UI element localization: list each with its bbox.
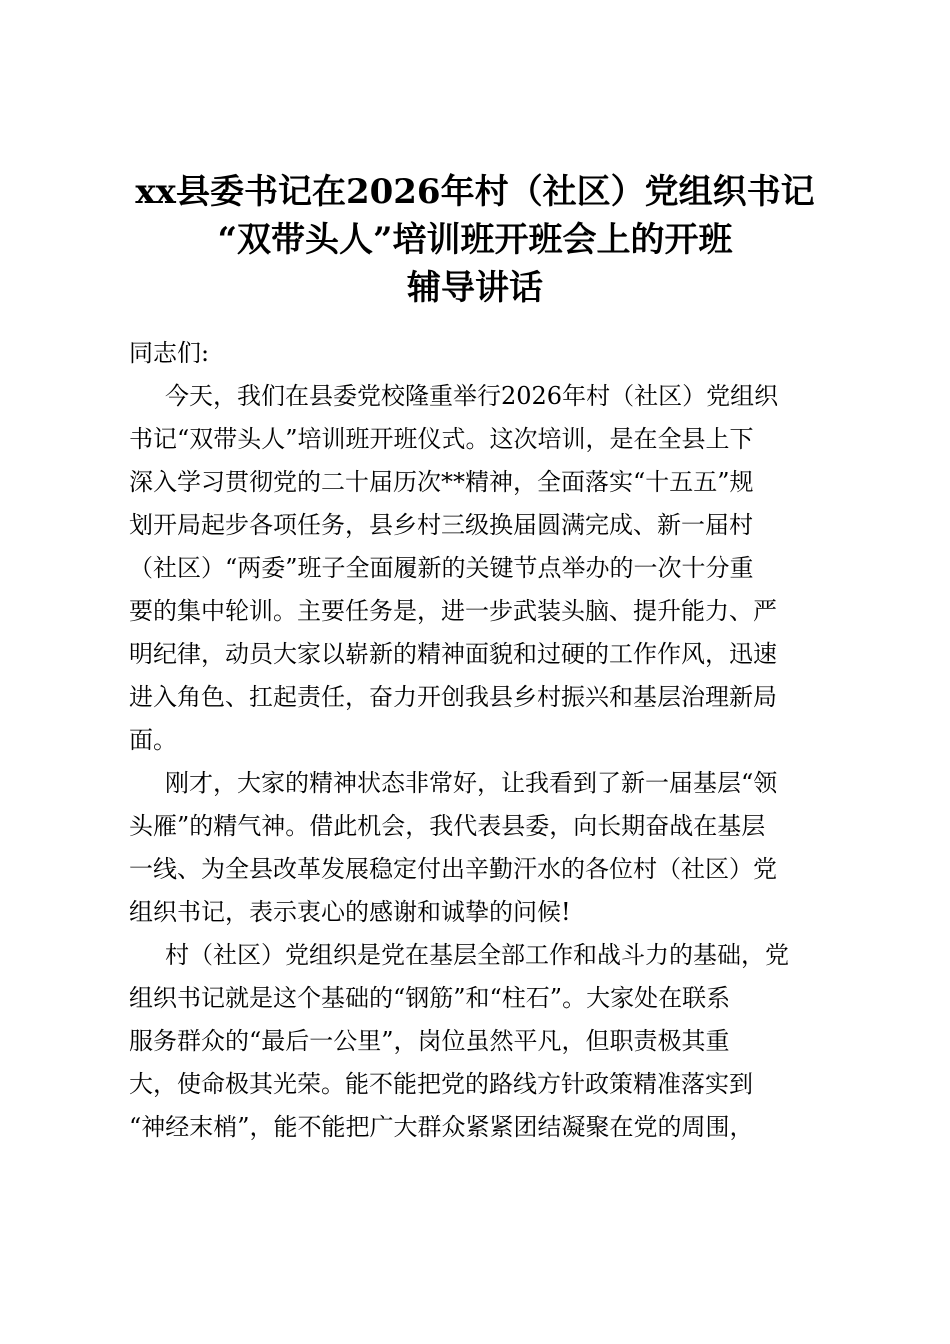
paragraph-line: 组织书记，表示衷心的感谢和诚挚的问候! xyxy=(129,898,571,926)
paragraph-line: 组织书记就是这个基础的“钢筋”和“柱石”。大家处在联系 xyxy=(129,984,731,1012)
paragraph-line: 书记“双带头人”培训班开班仪式。这次培训，是在全县上下 xyxy=(129,425,754,453)
paragraph-line: 明纪律，动员大家以崭新的精神面貌和过硬的工作作风，迅速 xyxy=(129,640,777,668)
paragraph-line: 大，使命极其光荣。能不能把党的路线方针政策精准落实到 xyxy=(129,1070,753,1098)
paragraph-line: 一线、为全县改革发展稳定付出辛勤汗水的各位村（社区）党 xyxy=(129,855,777,883)
title-line-2: “双带头人”培训班开班会上的开班 xyxy=(217,220,733,260)
paragraph-line: 划开局起步各项任务，县乡村三级换届圆满完成、新一届村 xyxy=(129,511,753,539)
paragraph-line: 服务群众的“最后一公里”，岗位虽然平凡，但职责极其重 xyxy=(129,1027,730,1055)
title-line-3: 辅导讲话 xyxy=(407,268,543,308)
paragraph-line: 头雁”的精气神。借此机会，我代表县委，向长期奋战在基层 xyxy=(129,812,766,840)
paragraph-line: 今天，我们在县委党校隆重举行2026年村（社区）党组织 xyxy=(165,382,779,410)
paragraph-line: （社区）“两委”班子全面履新的关键节点举办的一次十分重 xyxy=(129,554,754,582)
salutation: 同志们: xyxy=(129,339,210,367)
paragraph-1 xyxy=(129,375,829,762)
paragraph-line: 要的集中轮训。主要任务是，进一步武装头脑、提升能力、严 xyxy=(129,597,777,625)
document-body xyxy=(129,332,829,1149)
paragraph-line: 面。 xyxy=(129,726,177,754)
paragraph-line: 刚才，大家的精神状态非常好，让我看到了新一届基层“领 xyxy=(165,769,778,797)
paragraph-line: 进入角色、扛起责任，奋力开创我县乡村振兴和基层治理新局 xyxy=(129,683,777,711)
document-title xyxy=(100,168,850,312)
title-line-1: xx县委书记在2026年村（社区）党组织书记 xyxy=(135,172,815,212)
paragraph-line: 村（社区）党组织是党在基层全部工作和战斗力的基础，党 xyxy=(165,941,789,969)
paragraph-2 xyxy=(129,762,829,934)
paragraph-line: “神经末梢”，能不能把广大群众紧紧团结凝聚在党的周围， xyxy=(129,1113,754,1141)
paragraph-3 xyxy=(129,934,829,1149)
paragraph-line: 深入学习贯彻党的二十届历次**精神，全面落实“十五五”规 xyxy=(129,468,754,496)
